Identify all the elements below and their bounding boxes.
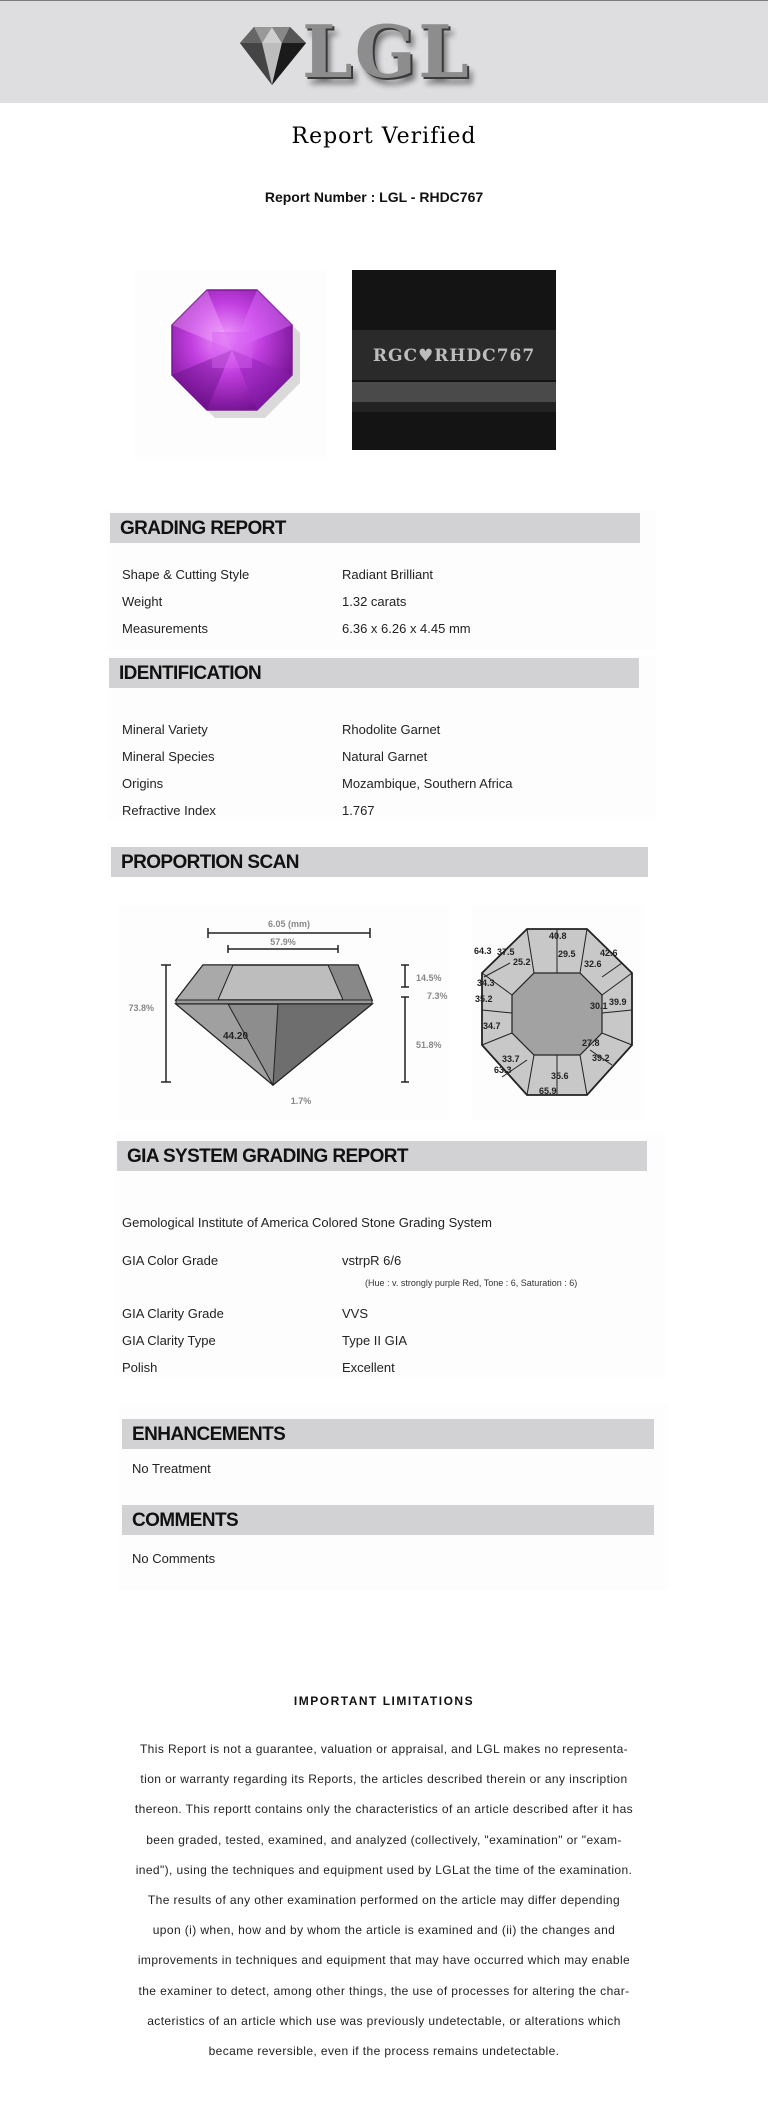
label-weight: Weight [122, 594, 163, 609]
angle-7: 34.3 [477, 978, 495, 988]
angle-14: 33.7 [502, 1054, 520, 1064]
gia-color-note: (Hue : v. strongly purple Red, Tone : 6, Saturation : 6) [365, 1278, 578, 1288]
label-mineral-species: Mineral Species [122, 749, 215, 764]
value-shape: Radiant Brilliant [342, 567, 434, 582]
side-profile-diagram [118, 905, 450, 1120]
label-refractive-index: Refractive Index [122, 803, 216, 818]
limitations-line: This Report is not a guarantee, valuation or appraisal, and LGL makes no representa- [139, 1742, 629, 1756]
gia-grading-heading: GIA SYSTEM GRADING REPORT [117, 1141, 647, 1171]
value-origins: Mozambique, Southern Africa [342, 776, 513, 791]
comments-heading: COMMENTS [122, 1505, 654, 1535]
limitations-line: thereon. This reportt contains only the characteristics of an article described after it has [134, 1802, 634, 1817]
gemstone-photo [134, 270, 326, 459]
laser-inscription: RGC♥RHDC767 [372, 346, 536, 366]
value-mineral-variety: Rhodolite Garnet [342, 722, 441, 737]
value-measurements: 6.36 x 6.26 x 4.45 mm [342, 621, 471, 636]
limitations-line: upon (i) when, how and by whom the article is examined and (ii) the changes and [152, 1923, 616, 1938]
diamond-logo-icon [232, 21, 312, 91]
value-gia-color-grade: vstrpR 6/6 [342, 1253, 402, 1268]
label-gia-color-grade: GIA Color Grade [122, 1253, 219, 1268]
value-gia-clarity-grade: VVS [342, 1306, 369, 1321]
proportion-top-view [472, 905, 644, 1120]
limitations-line: tion or warranty regarding its Reports, the articles described therein or any inscription [140, 1772, 628, 1787]
identification-heading: IDENTIFICATION [109, 658, 639, 688]
angle-16: 35.6 [551, 1071, 569, 1081]
limitations-line: became reversible, even if the process remains undetectable. [208, 2044, 560, 2059]
inscription-photo [352, 270, 556, 450]
report-number: Report Number : LGL - RHDC767 [264, 189, 484, 205]
value-polish: Excellent [342, 1360, 395, 1375]
label-gia-clarity-type: GIA Clarity Type [122, 1333, 216, 1348]
limitations-line: been graded, tested, examined, and analyzed (collectively, "examination" or "exam- [146, 1832, 622, 1847]
label-mineral-variety: Mineral Variety [122, 722, 208, 737]
angle-11: 34.7 [483, 1021, 501, 1031]
top-view-diagram [472, 905, 644, 1120]
proportion-side-view [118, 905, 450, 1120]
gemstone-image [134, 270, 326, 459]
enhancements-heading: ENHANCEMENTS [122, 1419, 654, 1449]
angle-4: 25.2 [513, 957, 531, 967]
limitations-line: the examiner to detect, among other things, the use of processes for altering the char- [138, 1983, 630, 1998]
limitations-line: The results of any other examination performed on the article may differ depending [147, 1893, 621, 1908]
limitations-line: acteristics of an article which use was previously undetectable, or alterations which [147, 2013, 621, 2028]
gia-system-note: Gemological Institute of America Colored Stone Grading System [122, 1215, 492, 1230]
enhancements-value: No Treatment [132, 1461, 211, 1476]
value-gia-clarity-type: Type II GIA [342, 1333, 408, 1348]
angle-10: 30.1 [590, 1001, 608, 1011]
limitations-line: ined"), using the techniques and equipment used by LGLat the time of the examination. [135, 1862, 633, 1877]
label-polish: Polish [122, 1360, 158, 1375]
angle-0: 40.8 [549, 931, 567, 941]
value-refractive-index: 1.767 [342, 803, 375, 818]
grading-report-heading: GRADING REPORT [110, 513, 640, 543]
value-weight: 1.32 carats [342, 594, 407, 609]
angle-12: 27.8 [582, 1038, 600, 1048]
angle-17: 65.9 [539, 1086, 557, 1096]
label-gia-clarity-grade: GIA Clarity Grade [122, 1306, 224, 1321]
page-title: Report Verified [291, 124, 477, 149]
proportion-scan-heading: PROPORTION SCAN [111, 847, 648, 877]
culet-label: 1.7% [290, 1096, 312, 1106]
lgl-logo[interactable] [232, 9, 492, 94]
angle-6: 64.3 [474, 946, 492, 956]
girdle-label: 7.3% [427, 991, 448, 1001]
angle-15: 63.3 [494, 1065, 512, 1075]
value-mineral-species: Natural Garnet [342, 749, 428, 764]
label-shape: Shape & Cutting Style [122, 567, 250, 582]
angle-13: 39.2 [592, 1053, 610, 1063]
crown-height-label: 14.5% [416, 973, 442, 983]
logo-text: LGL [302, 9, 471, 94]
angle-3: 32.6 [584, 959, 602, 969]
angle-5: 37.5 [497, 947, 515, 957]
limitations-line: improvements in techniques and equipment that may have occurred which may enable [137, 1953, 631, 1968]
label-measurements: Measurements [122, 621, 208, 636]
site-header [0, 0, 768, 103]
comments-value: No Comments [132, 1551, 216, 1566]
angle-9: 39.9 [609, 997, 627, 1007]
table-pct-label: 57.9% [270, 937, 296, 947]
angle-2: 29.5 [558, 949, 576, 959]
limitations-body [110, 1734, 658, 2066]
pavilion-angle-label: 44.20 [223, 1031, 249, 1042]
limitations-title: IMPORTANT LIMITATIONS [293, 1694, 475, 1708]
pavilion-depth-label: 51.8% [416, 1040, 442, 1050]
label-origins: Origins [122, 776, 164, 791]
total-depth-label: 73.8% [128, 1003, 154, 1013]
angle-1: 42.6 [600, 948, 618, 958]
table-width-label: 6.05 (mm) [267, 919, 311, 929]
angle-8: 35.2 [475, 994, 493, 1004]
